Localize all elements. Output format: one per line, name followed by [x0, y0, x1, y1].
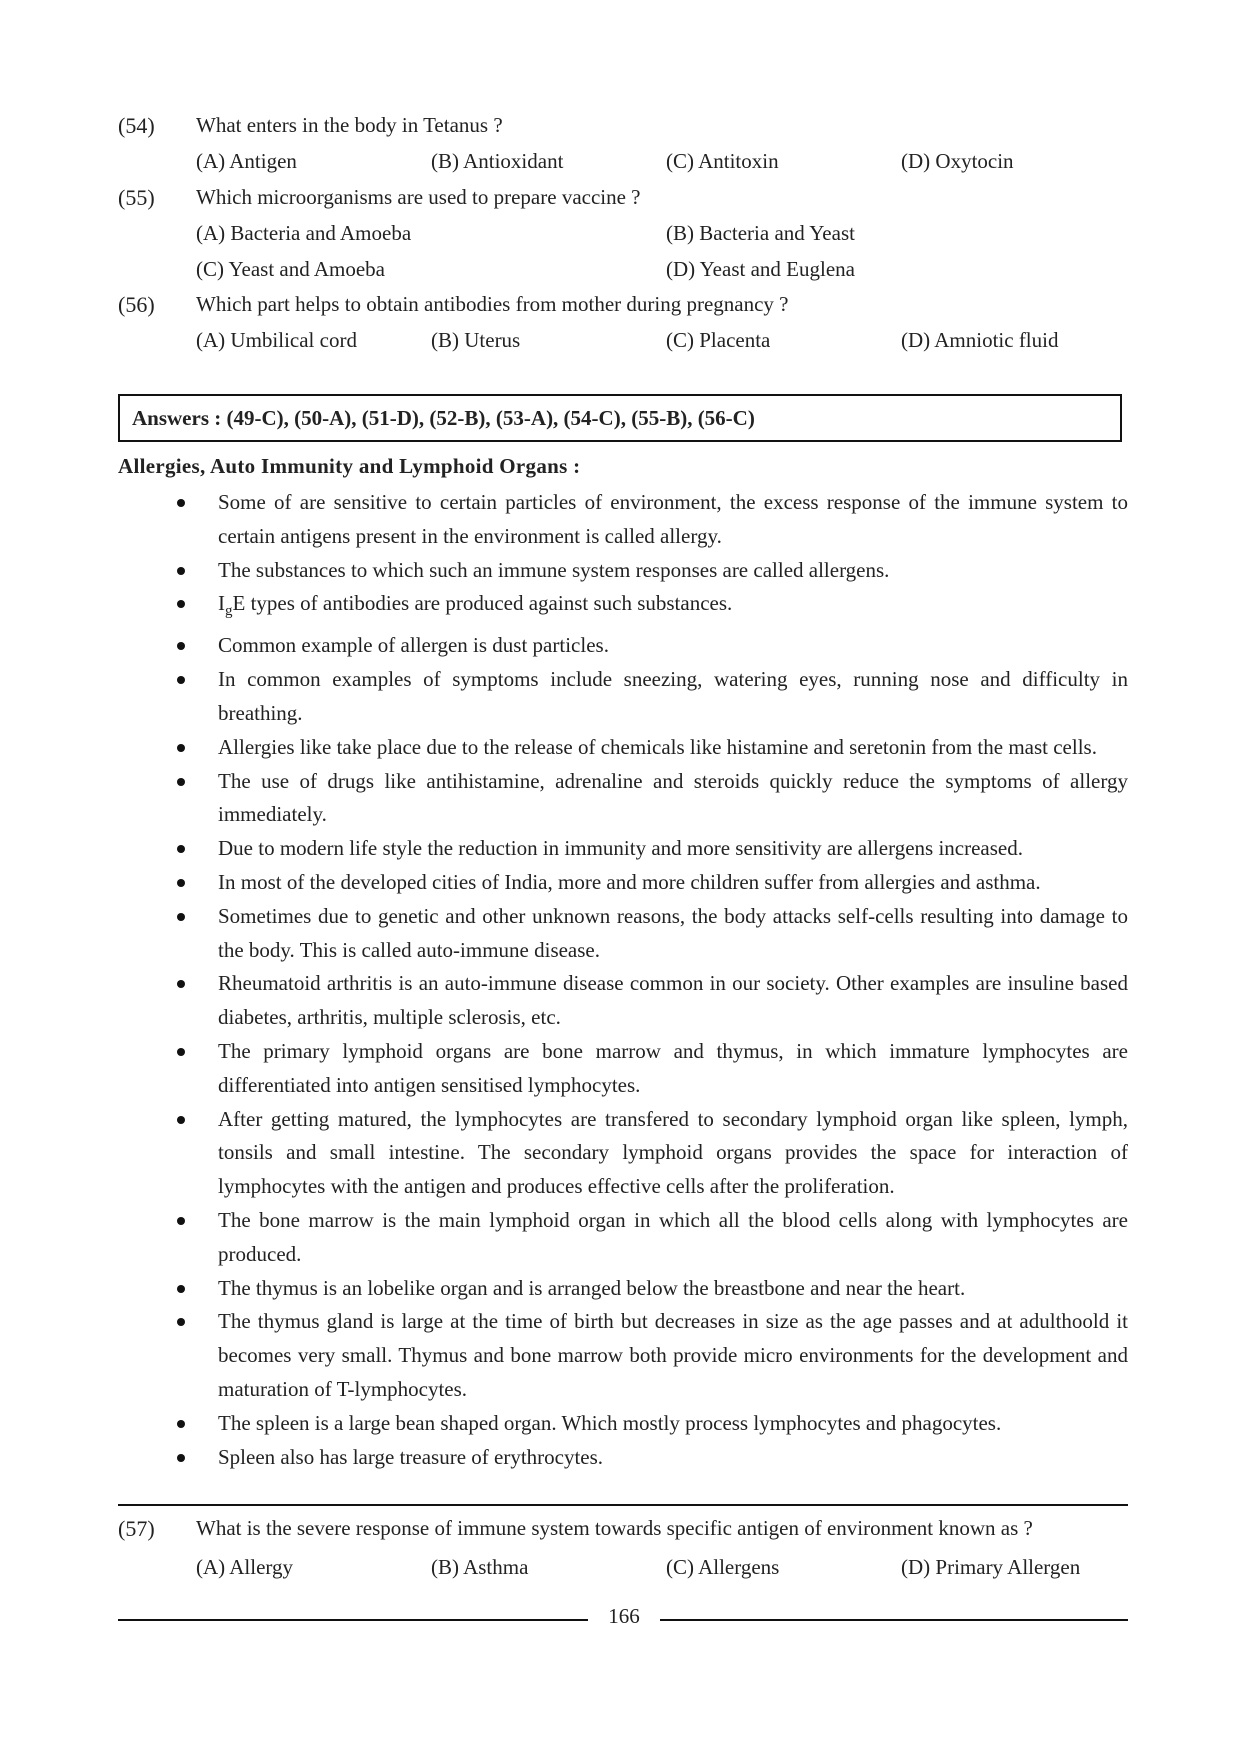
answers-box: Answers : (49-C), (50-A), (51-D), (52-B), (53-A), (54-C), (55-B), (56-C) — [118, 394, 1122, 442]
list-item: The thymus gland is large at the time of birth but decreases in size as the age passes and at adulthoold it becomes very small. Thymus and bone marrow both provide micro environments for the development and maturation of T-lymphocytes. — [170, 1305, 1128, 1406]
bullet-icon — [177, 1116, 185, 1124]
options-54 — [196, 149, 1136, 179]
option-d: (D) Oxytocin — [901, 149, 1014, 173]
list-item: In common examples of symptoms include sneezing, watering eyes, running nose and difficulty in breathing. — [170, 663, 1128, 731]
question-text: What is the severe response of immune system towards specific antigen of environment known as ? — [196, 1516, 1033, 1540]
question-text: Which part helps to obtain antibodies from mother during pregnancy ? — [196, 292, 789, 316]
bullet-icon — [177, 567, 185, 575]
bullet-icon — [177, 913, 185, 921]
option-c: (C) Placenta — [666, 328, 771, 352]
list-item: The thymus is an lobelike organ and is arranged below the breastbone and near the heart. — [170, 1272, 1128, 1306]
bullet-icon — [177, 778, 185, 786]
list-item: Due to modern life style the reduction in immunity and more sensitivity are allergens increased. — [170, 832, 1128, 866]
bullet-icon — [177, 1285, 185, 1293]
list-item: The primary lymphoid organs are bone marrow and thymus, in which immature lymphocytes are differentiated into antigen sensitised lymphocytes. — [170, 1035, 1128, 1103]
option-c: (C) Yeast and Amoeba — [196, 257, 385, 281]
bullet-list — [170, 486, 1128, 1474]
question-text: Which microorganisms are used to prepare vaccine ? — [196, 185, 641, 209]
question-number: (55) — [118, 185, 155, 210]
option-b: (B) Asthma — [431, 1555, 529, 1579]
bullet-icon — [177, 744, 185, 752]
bullet-icon — [177, 1420, 185, 1428]
list-item: After getting matured, the lymphocytes are transfered to secondary lymphoid organ like spleen, lymph, tonsils and small intestine. The secondary lymphoid organs provides the space for interaction of lymphocytes with the antigen and produces effective cells after the proliferation. — [170, 1103, 1128, 1204]
options-56 — [196, 328, 1136, 358]
options-55-row1 — [196, 221, 1136, 251]
list-item: Sometimes due to genetic and other unknown reasons, the body attacks self-cells resulting into damage to the body. This is called auto-immune disease. — [170, 900, 1128, 968]
bullet-icon — [177, 980, 185, 988]
list-item: The spleen is a large bean shaped organ. Which mostly process lymphocytes and phagocytes. — [170, 1407, 1128, 1441]
bullet-icon — [177, 676, 185, 684]
bullet-icon — [177, 499, 185, 507]
option-b: (B) Uterus — [431, 328, 521, 352]
bullet-icon — [177, 600, 185, 608]
list-item: The use of drugs like antihistamine, adrenaline and steroids quickly reduce the symptoms of allergy immediately. — [170, 765, 1128, 833]
list-item: $I_gE$ types of antibodies are produced against such substances. — [170, 587, 1128, 629]
list-item: Common example of allergen is dust particles. — [170, 629, 1128, 663]
section-divider — [118, 1504, 1128, 1506]
option-d: (D) Primary Allergen — [901, 1555, 1081, 1579]
list-item: Rheumatoid arthritis is an auto-immune disease common in our society. Other examples are insuline based diabetes, arthritis, multiple sclerosis, etc. — [170, 967, 1128, 1035]
bullet-icon — [177, 879, 185, 887]
option-b: (B) Antioxidant — [431, 149, 564, 173]
list-item: Spleen also has large treasure of erythrocytes. — [170, 1441, 1128, 1475]
bullet-icon — [177, 642, 185, 650]
bullet-icon — [177, 1454, 185, 1462]
option-d: (D) Yeast and Euglena — [666, 257, 855, 281]
bullet-icon — [177, 1217, 185, 1225]
option-a: (A) Antigen — [196, 149, 297, 173]
question-text: What enters in the body in Tetanus ? — [196, 113, 503, 137]
question-number: (54) — [118, 113, 155, 138]
option-d: (D) Amniotic fluid — [901, 328, 1059, 352]
option-c: (C) Antitoxin — [666, 149, 779, 173]
option-a: (A) Umbilical cord — [196, 328, 357, 352]
section-heading: Allergies, Auto Immunity and Lymphoid Organs : — [118, 454, 581, 478]
list-item: The bone marrow is the main lymphoid organ in which all the blood cells along with lymphocytes are produced. — [170, 1204, 1128, 1272]
bullet-icon — [177, 845, 185, 853]
question-number: (56) — [118, 292, 155, 317]
list-item: In most of the developed cities of India, more and more children suffer from allergies and asthma. — [170, 866, 1128, 900]
option-a: (A) Allergy — [196, 1555, 294, 1579]
page-number: 166 — [608, 1604, 640, 1628]
footer-rule-right — [660, 1619, 1128, 1621]
list-item: Allergies like take place due to the release of chemicals like histamine and seretonin from the mast cells. — [170, 731, 1128, 765]
list-item: The substances to which such an immune system responses are called allergens. — [170, 554, 1128, 588]
option-a: (A) Bacteria and Amoeba — [196, 221, 412, 245]
options-57 — [196, 1555, 1136, 1585]
question-number: (57) — [118, 1516, 155, 1541]
list-item: Some of are sensitive to certain particles of environment, the excess response of the immune system to certain antigens present in the environment is called allergy. — [170, 486, 1128, 554]
bullet-icon — [177, 1318, 185, 1326]
option-c: (C) Allergens — [666, 1555, 780, 1579]
option-b: (B) Bacteria and Yeast — [666, 221, 855, 245]
options-55-row2 — [196, 257, 1136, 287]
bullet-icon — [177, 1048, 185, 1056]
footer-rule-left — [118, 1619, 588, 1621]
